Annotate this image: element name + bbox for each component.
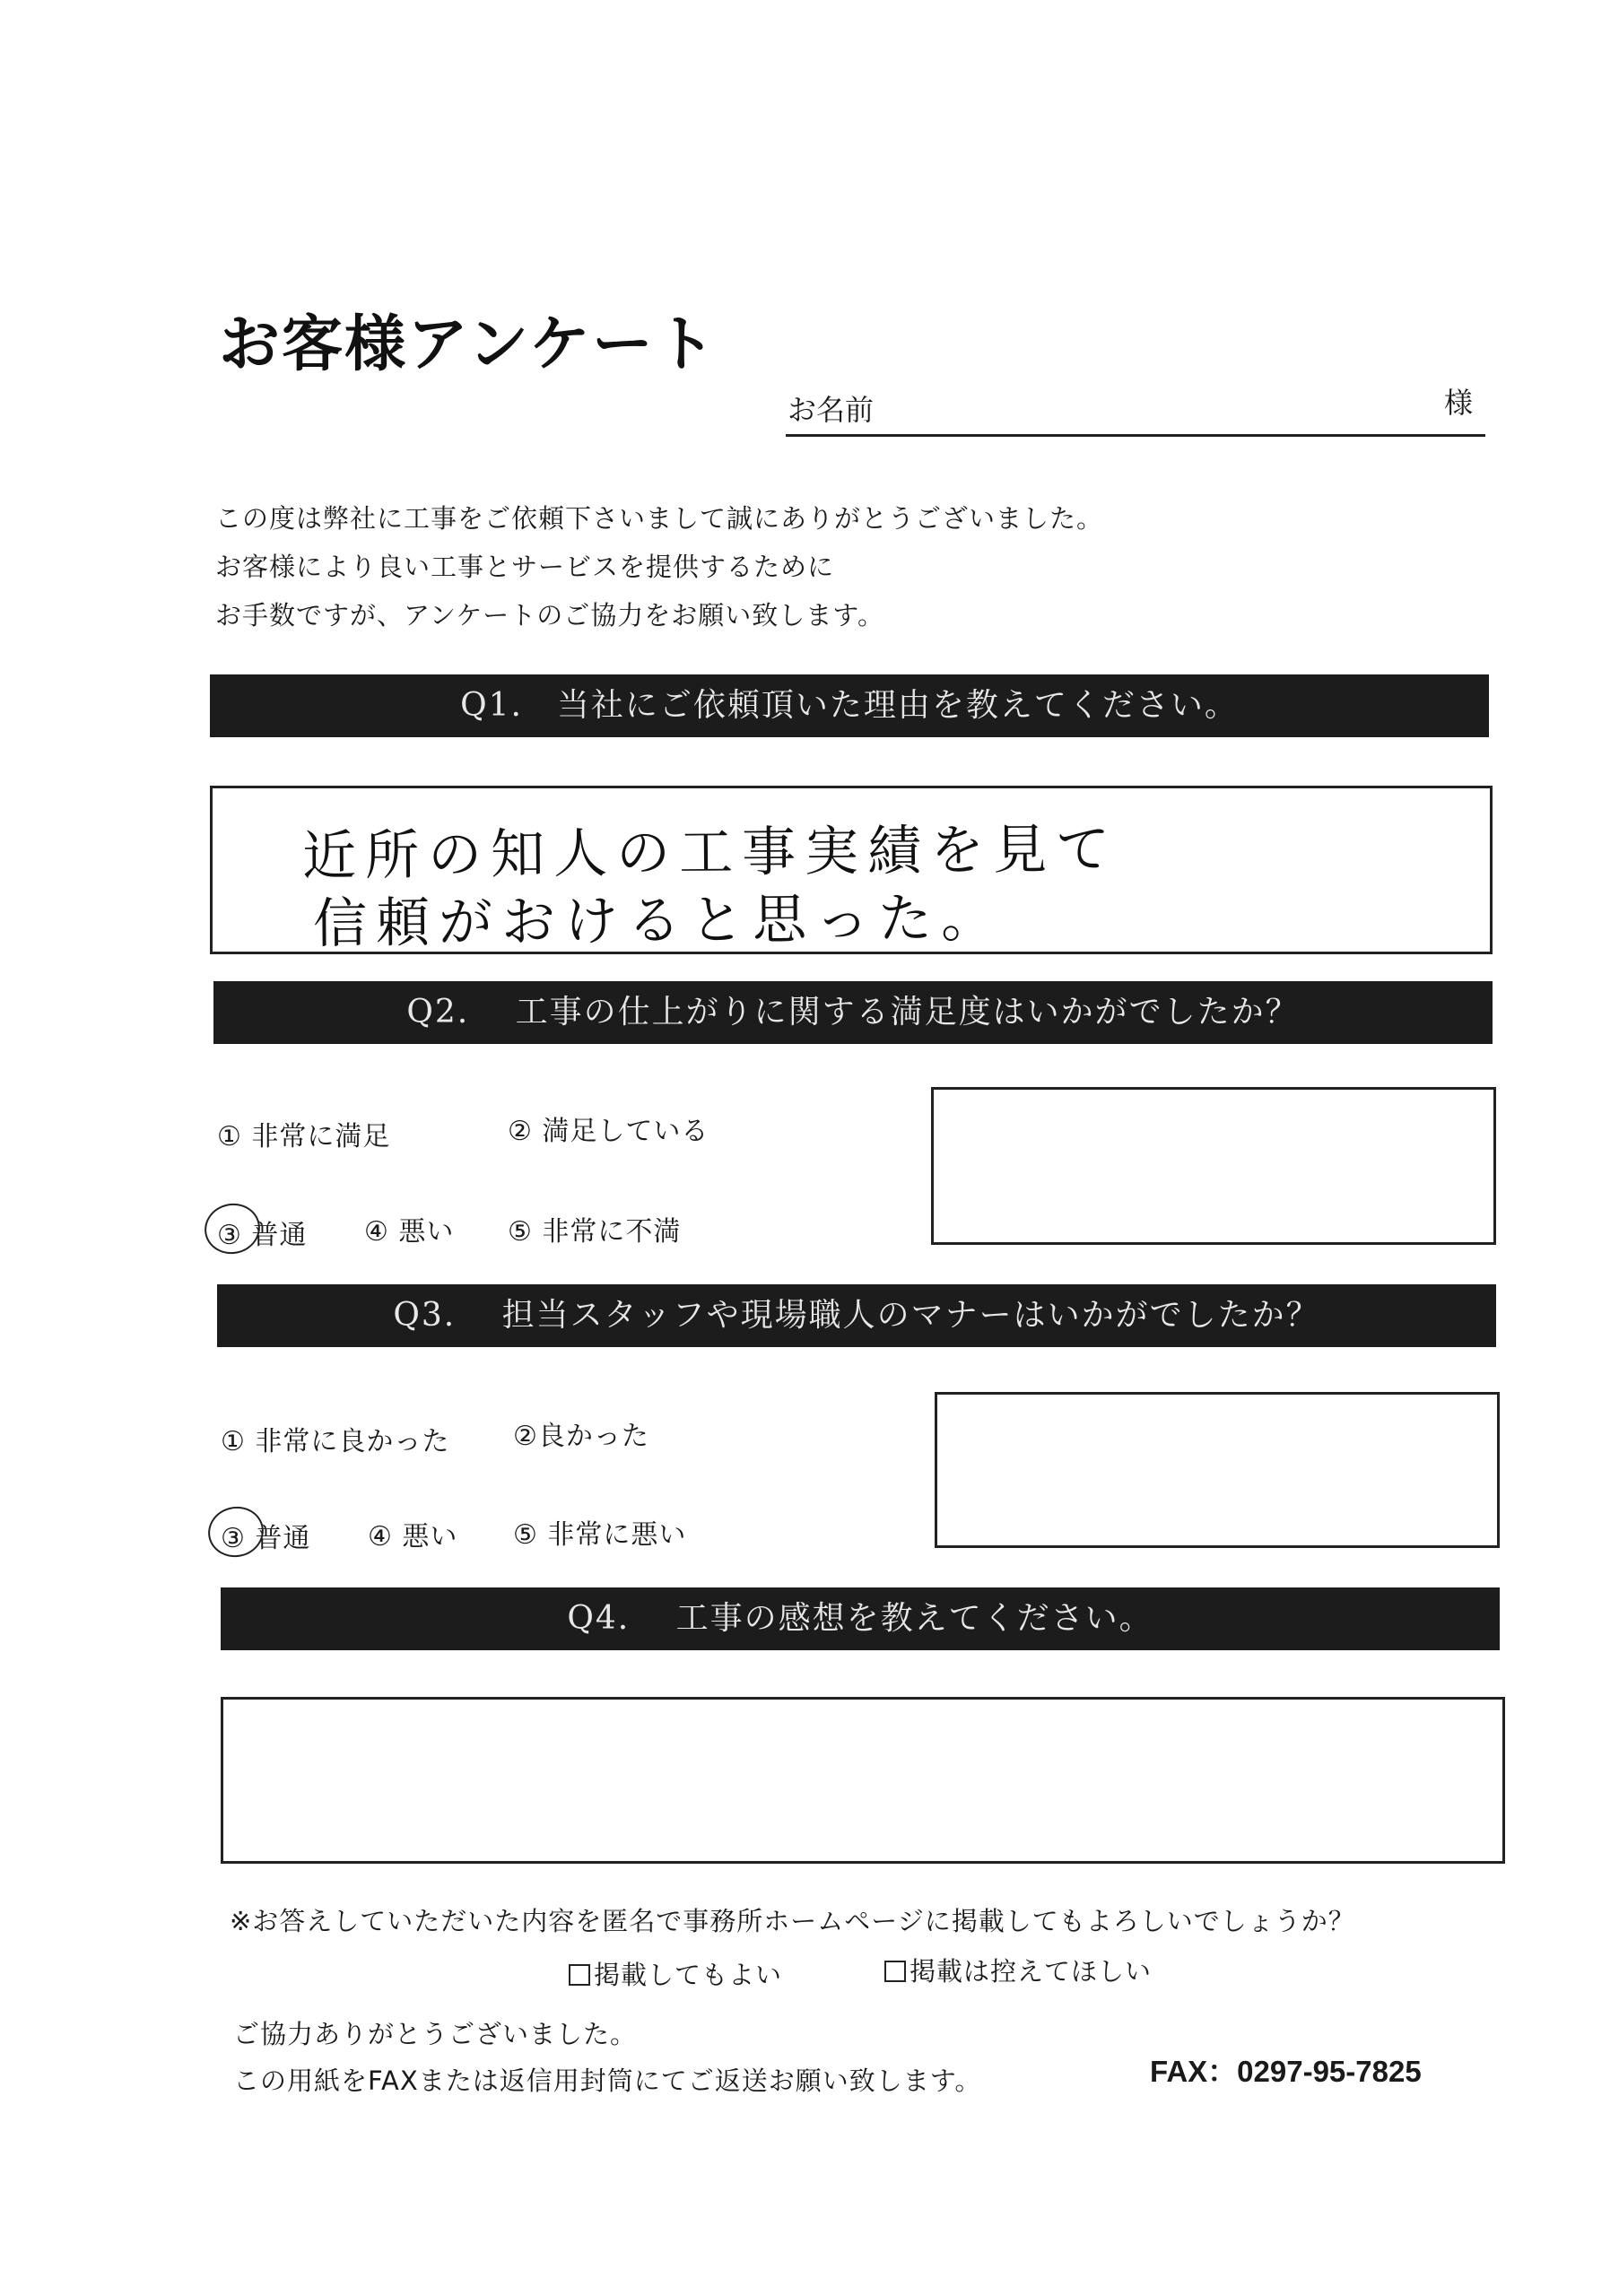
publish-question: ※お答えしていただいた内容を匿名で事務所ホームページに掲載してもよろしいでしょうか？ — [230, 1906, 1355, 1936]
name-suffix: 様 — [1443, 386, 1473, 420]
q2-header: Q2. 工事の仕上がりに関する満足度はいかがでしたか？ — [213, 981, 1493, 1044]
q3-option-4[interactable]: ④ 悪い — [368, 1521, 458, 1552]
q2-option-3[interactable]: ③ 普通 — [217, 1220, 308, 1251]
page-title: お客様アンケート — [219, 309, 718, 380]
q3-header: Q3. 担当スタッフや現場職人のマナーはいかがでしたか？ — [217, 1284, 1496, 1347]
checkbox-no[interactable] — [884, 1961, 906, 1982]
publish-option-yes[interactable] — [569, 1955, 782, 1992]
footer-instruction: この用紙をFAXまたは返信用封筒にてご返送お願い致します。 — [233, 2066, 982, 2096]
q4-answer-box[interactable] — [221, 1697, 1505, 1864]
intro-line-2: お客様により良い工事とサービスを提供するために — [215, 552, 835, 582]
name-field[interactable] — [786, 384, 1485, 437]
q4-header: Q4. 工事の感想を教えてください。 — [221, 1587, 1500, 1650]
q3-option-3[interactable]: ③ 普通 — [221, 1523, 311, 1554]
q3-option-1[interactable]: ① 非常に良かった — [221, 1426, 450, 1457]
q1-answer-line-1: 近所の知人の工事実績を見て — [301, 818, 1119, 888]
publish-option-no[interactable] — [884, 1952, 1152, 1988]
fax-number: FAX：0297-95-7825 — [1150, 2055, 1422, 2088]
footer-thanks: ご協力ありがとうございました。 — [233, 2019, 638, 2049]
name-label: お名前 — [788, 393, 875, 427]
q1-answer-box[interactable] — [210, 786, 1493, 954]
intro-line-3: お手数ですが、アンケートのご協力をお願い致します。 — [215, 600, 884, 631]
q3-option-2[interactable]: ②良かった — [513, 1421, 649, 1452]
q2-option-5[interactable]: ⑤ 非常に不満 — [508, 1216, 682, 1248]
q1-header: Q1. 当社にご依頼頂いた理由を教えてください。 — [210, 674, 1489, 737]
checkbox-yes[interactable] — [569, 1964, 590, 1986]
q3-comment-box[interactable] — [935, 1392, 1500, 1548]
q2-option-2[interactable]: ② 満足している — [508, 1116, 709, 1147]
publish-option-no-label: 掲載は控えてほしい — [910, 1956, 1153, 1987]
q3-option-5[interactable]: ⑤ 非常に悪い — [513, 1519, 687, 1551]
q2-comment-box[interactable] — [931, 1087, 1496, 1245]
q1-answer-line-2: 信頼がおけると思った。 — [312, 886, 1005, 956]
publish-option-yes-label: 掲載してもよい — [594, 1960, 783, 1990]
q2-option-4[interactable]: ④ 悪い — [364, 1216, 455, 1248]
intro-line-1: この度は弊社に工事をご依頼下さいまして誠にありがとうございました。 — [215, 503, 1104, 534]
q2-option-1[interactable]: ① 非常に満足 — [217, 1121, 391, 1152]
